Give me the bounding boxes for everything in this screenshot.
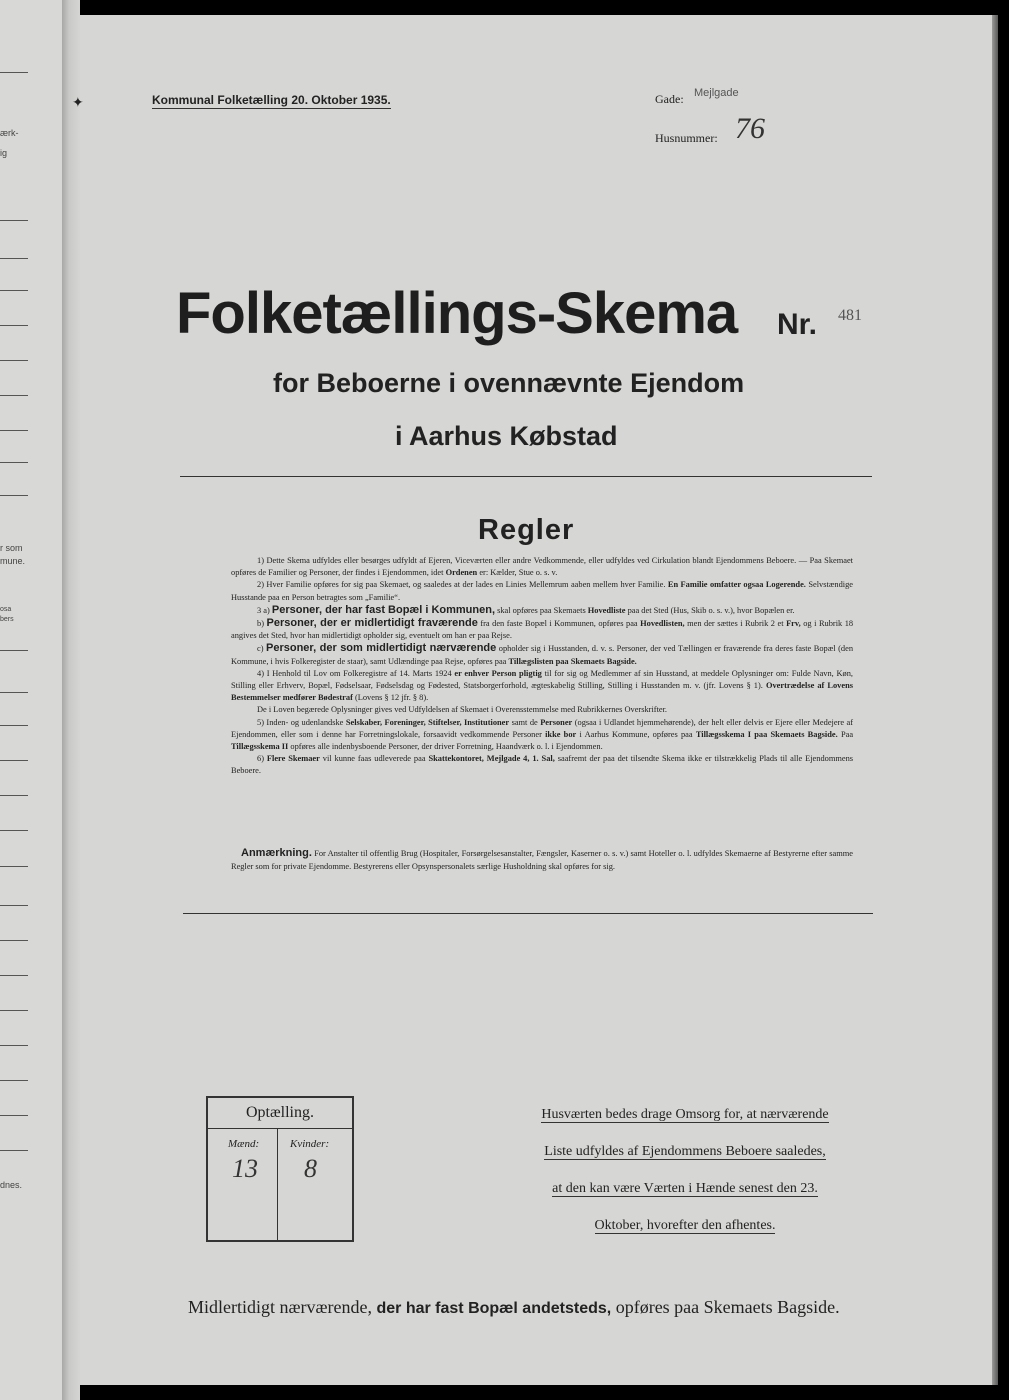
left-page-text: ig (0, 148, 8, 158)
left-page-fragment (0, 0, 64, 1400)
house-number-label: Husnummer: (655, 131, 718, 145)
rules-heading: Regler (478, 514, 575, 546)
street-label: Gade: (655, 92, 684, 106)
rule-4b: De i Loven begærede Oplysninger gives ved Udfyldelsen af Skemaet i Overensstemmelse med Rubrikkernes Overskrifter. (257, 705, 668, 715)
notice-line: Husværten bedes drage Omsorg for, at nærværende (541, 1107, 829, 1122)
form-subtitle-2: i Aarhus Købstad (395, 421, 618, 451)
left-page-text: ærk- (0, 128, 19, 138)
left-rule (0, 258, 28, 259)
left-rule (0, 290, 28, 291)
notice-line: Oktober, hvorefter den afhentes. (594, 1218, 776, 1233)
divider (183, 913, 873, 914)
form-title: Folketællings-Skema (176, 281, 738, 346)
left-rule (0, 975, 28, 976)
remark-label: Anmærkning. (241, 847, 312, 859)
count-box (206, 1096, 354, 1242)
left-rule (0, 830, 28, 831)
count-divider (208, 1128, 352, 1129)
left-rule (0, 1150, 28, 1151)
form-subtitle-1: for Beboerne i ovennævnte Ejendom (273, 368, 745, 398)
form-number-value: 481 (838, 307, 862, 324)
page-edge (992, 15, 998, 1385)
left-rule (0, 395, 28, 396)
remark-text: For Anstalter til offentlig Brug (Hospitaler, Forsørgelsesanstalter, Fængsler, Kaserner o. s. v.) samt Hoteller o. l. udfyldes Skemaerne af Bestyrerne efter samme Regler som for private Ejendomme. Bestyrerens eller Opsynspersonalets særlige Husholdning skal opføres for sig. (231, 849, 853, 871)
left-rule (0, 220, 28, 221)
women-count: 8 (304, 1154, 317, 1183)
rule-4: 4) I Henhold til Lov om Folkeregistre af 14. Marts 1924 er enhver Person pligtig til for sig og Medlemmer af sin Husstand, at meddele Oplysninger om: Fulde Navn, Køn, Stilling eller Erhverv, Bopæl, Fødselsaar, Fødselsdag og Fødested, Statsborgerforhold, ægteskabelig Stilling, Stilling i Husstanden m. v. (jfr. Lovens § 1). Overtrædelse af Lovens Bestemmelser medfører Bødestraf (Lovens § 12 jfr. § 8). (231, 668, 854, 703)
rule-5: 5) Inden- og udenlandske Selskaber, Foreninger, Stiftelser, Institutioner samt de Personer (ogsaa i Udlandet hjemmehørende), der helt eller delvis er Ejere eller Medejere af Ejendommen, eller som i denne har Forretningslokale, forsaavidt vedkommende Personer ikke bor i Aarhus Kommune, opføres paa Tillægsskema I paa Skemaets Bagside. Paa Tillægsskema II opføres alle indenbysboende Personer, der driver Forretning, Haandværk o. l. i Ejendommen. (231, 717, 854, 752)
form-number-label: Nr. (777, 308, 818, 341)
left-rule (0, 462, 28, 463)
left-rule (0, 1080, 28, 1081)
rule-2: 2) Hver Familie opføres for sig paa Skemaet, og saaledes at der lades en Linies Mellemrum aaben mellem hver Familie. En Familie omfatter ogsaa Logerende. Selvstændige Husstande paa en Person betragtes som „Familie“. (231, 580, 854, 602)
rule-1: 1) Dette Skema udfyldes eller besørges udfyldt af Ejeren, Viceværten eller andre Vedkommende, eller udfyldes ved Cirkulation blandt Ejendommens Beboere. — Paa Skemaet opføres de Familier og Personer, der findes i Ejendommen, idet Ordenen er: Kælder, Stue o. s. v. (231, 556, 853, 578)
house-number-value: 76 (735, 112, 765, 145)
census-header: Kommunal Folketælling 20. Oktober 1935. (152, 93, 391, 107)
rule-6: 6) Flere Skemaer vil kunne faas udleverede paa Skattekontoret, Mejlgade 4, 1. Sal, saafremt der paa det tilsendte Skema ikke er tilstrækkelig Plads til alle Ejendommens Beboere. (231, 754, 854, 776)
left-rule (0, 1115, 28, 1116)
book-gutter (62, 0, 80, 1400)
left-page-text: bers (0, 616, 14, 623)
count-title: Optælling. (245, 1104, 314, 1121)
left-rule (0, 1010, 28, 1011)
left-rule (0, 795, 28, 796)
rules-text (231, 555, 853, 778)
left-rule (0, 1045, 28, 1046)
left-rule (0, 725, 28, 726)
men-label: Mænd: (228, 1138, 260, 1150)
divider (180, 476, 872, 477)
women-label: Kvinder: (290, 1138, 330, 1150)
left-page-text: r som (0, 543, 23, 553)
left-rule (0, 360, 28, 361)
left-rule (0, 940, 28, 941)
rule-3c: c) Personer, der som midlertidigt nærværende opholder sig i Husstanden, d. v. s. Personer, der ved Tællingen er fraværende fra deres faste Bopæl (den Kommune, i hvis Folkeregister de staar), samt Udlændinge paa Rejse, opføres paa Tillægslisten paa Skemaets Bagside. (231, 642, 854, 666)
rule-3b: b) Personer, der er midlertidigt fraværende fra den faste Bopæl i Kommunen, opføres paa Hovedlisten, men der sættes i Rubrik 2 et Frv, og i Rubrik 18 angives det Sted, hvor han midlertidigt opholder sig, eventuelt om han er paa Rejse. (231, 617, 854, 641)
left-page-text: dnes. (0, 1180, 23, 1190)
left-rule (0, 495, 28, 496)
street-value: Mejlgade (694, 87, 739, 99)
left-rule (0, 692, 28, 693)
notice-line: Liste udfyldes af Ejendommens Beboere saaledes, (544, 1144, 826, 1159)
left-page-text: mune. (0, 556, 26, 566)
left-rule (0, 905, 28, 906)
margin-mark: ✦ (72, 96, 84, 111)
rule-3a: 3 a) Personer, der har fast Bopæl i Kommunen, skal opføres paa Skemaets Hovedliste paa det Sted (Hus, Skib o. s. v.), hvor Bopælen er. (257, 603, 795, 616)
footer-note: Midlertidigt nærværende, der har fast Bopæl andetsteds, opføres paa Skemaets Bagside. (188, 1297, 840, 1317)
left-rule (0, 325, 28, 326)
count-divider (277, 1128, 278, 1240)
left-rule (0, 72, 28, 73)
left-rule (0, 760, 28, 761)
left-rule (0, 430, 28, 431)
notice-line: at den kan være Værten i Hænde senest den 23. (552, 1181, 818, 1196)
men-count: 13 (232, 1154, 258, 1183)
remark (231, 847, 853, 873)
left-page-text: osa (0, 606, 12, 613)
left-rule (0, 866, 28, 867)
left-rule (0, 650, 28, 651)
